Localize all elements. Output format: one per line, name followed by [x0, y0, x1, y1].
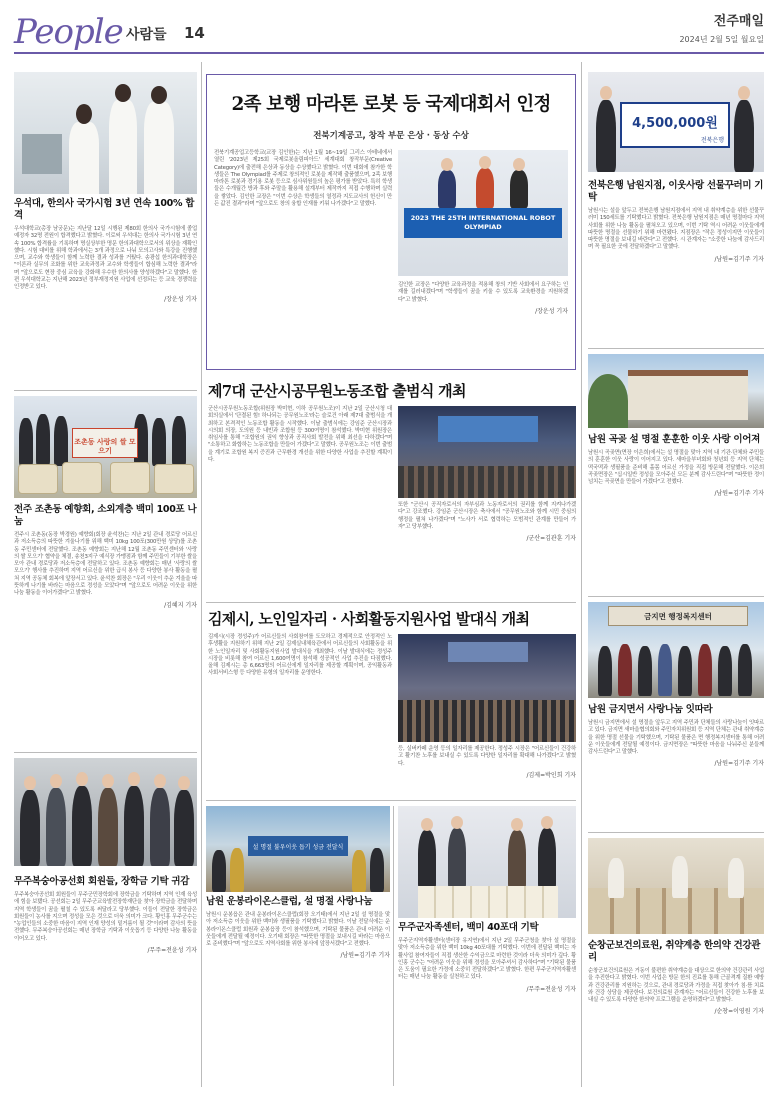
story-headline: 순창군보건의료원, 취약계층 한의약 건강관리: [588, 940, 761, 963]
story-headline: 전주 조촌동 예향회, 소외계층 백미 100포 나눔: [14, 504, 197, 527]
story-headline: 남원 운봉라이온스클럽, 설 명절 사랑나눔: [206, 896, 373, 907]
story-byline: /무주=전윤성 기자: [147, 947, 197, 955]
photo-banner-text: 설 명절 불우이웃 돕기 성금 전달식: [252, 844, 344, 851]
photo-gokjeong-office: [588, 354, 764, 428]
photo-sunchang-clinic: [588, 838, 764, 934]
divider: [14, 752, 197, 753]
photo-gimje-ceremony: [398, 634, 576, 742]
photo-muju-rice: [398, 806, 576, 918]
story-byline: /장운성 기자: [164, 295, 197, 303]
story-body: 전북기계공업고등학교(교장 김인한)는 지난 1월 16~19일 그리스 아테네에서 열린 '2023년 제25회 국제로봇올림피아드' 세계대회 창작부문(Creative Category)에 출전해 은상과 동상을 수상했다고 밝혔다. 이번 대회에 참가한 학생들은 The Olympiad를 주제로 창의적인 로봇을 제작해 출품했으며, 2족 보행 마라톤 로봇과 경기용 로봇 등으로 심사위원들의 높은 평가를 받았다. 특히 학생들은 수개월간 방과 후와 주말을 활용해 설계부터 제작까지 직접 수행하며 실력을 쌓았다. 김인한 교장은 "이번 수상은 학생들의 열정과 지도교사의 헌신이 만든 값진 결과"라며 "앞으로도 창의 융합 인재를 키워 나가겠다"고 말했다.: [214, 150, 392, 208]
story-byline: /김제=박인희 기자: [526, 771, 576, 779]
column-divider: [581, 62, 582, 1087]
story-headline: 남원 곡곶 설 명절 훈훈한 이웃 사랑 이어져: [588, 434, 760, 445]
story-headline: 전북은행 남원지점, 이웃사랑 선물꾸러미 기탁: [588, 180, 764, 203]
photo-union-ceremony: [398, 406, 576, 498]
divider: [588, 348, 764, 349]
column-divider: [393, 806, 394, 1086]
story-body: 또한 "군산시 공직자로서의 자부심과 노동자로서의 권리를 함께 지켜나가겠다"고 강조했다. 강임준 군산시장은 축사에서 "공무원노조와 함께 시민 중심의 행정을 펼쳐 나가겠다"며 "노사가 서로 협력하는 모범적인 관계를 만들어 가자"고 당부했다.: [398, 502, 576, 530]
story-body: 무주복숭아공선회 회원들이 무주군민장학회에 장학금을 기탁하며 지역 인재 육성에 힘을 보탰다. 공선회는 2일 무주군교육발전장학재단을 찾아 장학금을 전달하며 지역 학생들이 꿈을 펼칠 수 있도록 써달라고 당부했다. 이들이 전달한 장학금은 회원들이 농사를 지으며 정성을 모은 것으로 더욱 의미가 크다. 황인홍 무주군수는 "농업인들의 소중한 마음이 지역 인재 양성의 밑거름이 될 것"이라며 감사의 뜻을 전했다. 무주복숭아공선회는 매년 장학금 기탁과 이웃돕기 등 다양한 나눔 활동을 이어오고 있다.: [14, 892, 197, 942]
feature-subhead: 전북기계공고, 창작 부문 은상 · 동상 수상: [313, 131, 469, 141]
story-body: 남원시 곡곶면(면장 이은희)에서는 설 명절을 맞아 지역 내 기관·단체와 주민들의 훈훈한 이웃 사랑이 이어지고 있다. 새마을부녀회와 청년회 등 지역 단체는 떡국떡과 생필품을 준비해 홀몸 어르신 가정을 직접 방문해 전달했다. 이은희 곡곶면장은 "십시일반 정성을 모아주신 모든 분께 감사드린다"며 "따뜻한 정이 넘치는 곡곶면을 만들어 가겠다"고 전했다.: [588, 450, 764, 486]
divider: [588, 596, 764, 597]
photo-lab-students: [14, 72, 197, 194]
story-body: 우석대학교(총장 남궁문)는 지난달 12일 시행된 제80회 한의사 국가시험에 졸업예정자 32명 전원이 합격했다고 밝혔다. 이로써 우석대는 한의사 국가시험 3년 연속 100% 합격률을 기록하며 명실상부한 명문 한의과대학으로서의 위상을 재확인했다. 시험 대비를 위해 학과에서는 3개 과정으로 나눠 모의고사와 특강을 진행했으며, 교수와 학생들이 함께 노력한 결과 성과를 거뒀다. 송광섭 한의과대학장은 "이론과 실무의 조화를 위한 교육과정과 교수와 학생들이 합심해 노력한 결과"라며 "앞으로도 현장 중심 교육을 강화해 우수한 한의사를 양성하겠다"고 말했다. 한편 우석대학교는 지난해 2023년 정부재정지원 사업에 선정되는 등 교육 경쟁력을 인정받고 있다.: [14, 226, 197, 291]
paper-name: 전주매일: [713, 14, 764, 29]
story-body: 등, 실버카페 운영 등의 일자리를 제공한다. 정성주 시장은 "어르신들이 건강하고 활기찬 노후를 보내실 수 있도록 다양한 일자리를 확대해 나가겠다"고 밝혔다.: [398, 746, 576, 767]
story-byline: /무주=전윤성 기자: [526, 985, 576, 993]
story-body: 군산시공무원노동조합(위원장 박미현, 이하 공무원노조)이 지난 2일 군산시청 대회의실에서 '단결된 힘! 하나되는 공무원노조'라는 슬로건 아래 제7대 출범식을 개최하고 본격적인 노동조합 활동을 시작했다. 이날 출범식에는 강임준 군산시장과 시의회 의장, 도의원 등 내빈과 조합원 등 300여명이 참석했다. 박미현 위원장은 취임사를 통해 "조합원의 권익 향상과 공직사회 발전을 위해 최선을 다하겠다"며 "소통하고 화합하는 노동조합을 만들어 가겠다"고 말했다. 공무원노조는 이번 출범을 계기로 조합원 복지 증진과 근무환경 개선을 위한 다양한 사업을 추진할 계획이다.: [208, 406, 392, 464]
photo-geumji-office: [588, 602, 764, 698]
story-headline: 제7대 군산시공무원노동조합 출범식 개최: [208, 382, 466, 400]
section-brand: People: [14, 12, 123, 52]
story-byline: /순창=이영원 기자: [714, 1008, 764, 1016]
story-headline: 우석대, 한의사 국가시험 3년 연속 100% 합격: [14, 198, 195, 221]
story-body: 무주군지역자활센터(센터장 유지연)에서 지난 2일 무주군청을 찾아 설 명절을 맞아 저소득층을 위한 백미 10kg 40포대를 기탁했다. 이번에 전달된 백미는 자활사업 참여자들이 직접 생산한 수익금으로 마련한 것이라 더욱 의미가 깊다. 황인홍 군수는 "어려운 이웃을 위해 정성을 모아주셔서 감사하다"며 "기탁된 물품은 도움이 필요한 가정에 소중히 전달하겠다"고 밝혔다. 한편 무주군지역자활센터는 매년 나눔 활동을 실천하고 있다.: [398, 938, 576, 981]
column-divider: [201, 62, 202, 1087]
story-headline: 무주복숭아공선회 회원들, 장학금 기탁 귀감: [14, 876, 190, 887]
story-headline: 무주군자족센터, 백미 40포대 기탁: [398, 922, 539, 933]
story-byline: /남원=김기주 기자: [714, 760, 764, 768]
page-number: 14: [184, 24, 205, 42]
section-name: 사람들: [126, 27, 167, 43]
story-body: 남원시 금지면에서 설 명절을 앞두고 지역 주민과 단체들의 사랑나눔이 잇따르고 있다. 금지면 새마을협의회와 주민자치위원회 등 지역 단체는 관내 취약계층을 위한 명절 선물을 기탁했으며, 기탁된 물품은 면 행정복지센터를 통해 어려운 이웃들에게 전달될 예정이다. 금지면장은 "따뜻한 마음을 나눠주신 분들께 감사드린다"고 말했다.: [588, 720, 764, 756]
story-headline: 김제시, 노인일자리 · 사회활동지원사업 발대식 개최: [208, 610, 530, 628]
story-byline: /김혜지 기자: [164, 601, 197, 609]
photo-rice-donation: [14, 396, 197, 498]
story-body: 김인한 교장은 "다양한 교육과정을 적용해 창의 기반 사회에서 요구하는 인재를 길러내겠다"며 "학생들이 꿈을 키울 수 있도록 교육환경을 지원하겠다"고 밝혔다.: [398, 282, 568, 303]
photo-banner-text: 조촌동 사랑의 쌀 모으기: [74, 438, 136, 455]
story-body: 남원시는 설을 앞두고 전북은행 남원지점에서 지역 내 취약계층을 위한 선물꾸러미 150세트를 기탁했다고 밝혔다. 전북은행 남원지점은 매년 명절마다 지역사회를 위한 나눔 활동을 펼쳐오고 있으며, 이번 기탁 역시 어려운 이웃들에게 따뜻한 명절을 선물하기 위해 마련됐다. 지점장은 "작은 정성이지만 이웃들이 따뜻한 명절을 보내길 바란다"고 전했다. 시 관계자는 "소중한 나눔에 감사드리며 꼭 필요한 곳에 전달하겠다"고 말했다.: [588, 208, 764, 251]
story-body: 김제시(시장 정성주)가 어르신들의 사회참여를 도모하고 경제적으로 안정적인 노후생활을 지원하기 위해 지난 2일 김제실내체육관에서 어르신들의 사회활동을 위한 노인일자리 및 사회활동지원사업 발대식을 개최했다. 이날 발대식에는 정성주 시장을 비롯해 참여 어르신 1,600여명이 참석해 성공적인 사업 추진을 다짐했다. 올해 김제시는 총 6,663명의 어르신에게 일자리를 제공할 계획이며, 공익활동과 사회서비스형 등 다양한 유형의 일자리를 운영한다.: [208, 634, 392, 677]
story-byline: /장운성 기자: [535, 307, 568, 315]
story-byline: /군산=김관훈 기자: [526, 535, 576, 543]
photo-banner-text: 금지면 행정복지센터: [644, 612, 712, 621]
photo-unbong-lions: [206, 806, 390, 892]
story-byline: /남원=김기주 기자: [340, 952, 390, 960]
story-body: 전주시 조촌동(동장 박경원) 예향회(회장 윤석찬)는 지난 2일 관내 경로당 어르신과 저소득층의 따뜻한 겨울나기를 위해 백미 10kg 100포(300만원 상당)를 조촌동 주민센터에 전달했다. 조촌동 예향회는 지난해 12월 조촌동 주민센터와 '사랑의 쌀 모으기' 협약을 체결, 송천3지구 예식장 가맹점과 함께 주민들이 기부한 쌀을 모아 관내 경로당과 저소득층에 전달하고 있다. 조촌동 예향회는 매년 '사랑의 쌀 모으기' 행사를 추진하며 지역 어르신을 위한 급식 봉사 등 다양한 봉사 활동을 펼쳐 지역 공동체 회복에 앞장서고 있다. 윤석찬 회장은 "우리 이웃이 추운 겨울을 따뜻하게 나기를 바라는 마음으로 정성을 모았다"며 "앞으로도 어려운 이웃을 위한 나눔 활동을 이어가겠다"고 밝혔다.: [14, 532, 197, 597]
story-byline: /남원=김기주 기자: [714, 255, 764, 263]
photo-robot-olympiad: [398, 150, 568, 276]
story-headline: 남원 금지면서 사랑나눔 잇따라: [588, 704, 713, 715]
masthead: [14, 10, 764, 50]
story-body: 남원시 운봉읍은 관내 운봉라이온스클럽(회장 오기태)에서 지난 2일 설 명절을 맞아 저소득층 이웃을 위한 백미와 생필품을 기탁했다고 밝혔다. 이날 전달식에는 운봉라이온스클럽 회원과 운봉읍장 등이 참석했으며, 기탁된 물품은 관내 어려운 이웃들에게 전달될 예정이다. 오기태 회장은 "따뜻한 명절을 보내시길 바라는 마음으로 준비했다"며 "앞으로도 지역사회를 위한 봉사에 앞장서겠다"고 전했다.: [206, 912, 390, 948]
story-byline: /남원=김기주 기자: [714, 490, 764, 498]
header-rule: [14, 52, 764, 54]
check-amount: 4,500,000원: [632, 116, 718, 131]
photo-banner-text: 2023 THE 25TH INTERNATIONAL ROBOT OLYMPIAD: [410, 214, 556, 231]
photo-jeonbuk-bank: [588, 72, 764, 172]
feature-headline: 2족 보행 마라톤 로봇 등 국제대회서 인정: [231, 94, 551, 115]
story-body: 순창군보건의료원은 거동이 불편한 취약계층을 대상으로 한의약 건강관리 사업을 추진한다고 밝혔다. 이번 사업은 방문 한의 진료를 통해 근골격계 질환 예방과 건강관리를 지원하는 것으로, 관내 경로당과 가정을 직접 찾아가 침·뜸 치료와 건강 상담을 제공한다. 보건의료원 관계자는 "어르신들이 건강한 노후를 보내실 수 있도록 다양한 한의약 프로그램을 운영하겠다"고 밝혔다.: [588, 968, 764, 1004]
photo-scholarship-group: [14, 758, 197, 866]
divider: [206, 602, 576, 603]
divider: [206, 800, 576, 801]
check-bank: 전북은행: [700, 137, 724, 144]
divider: [588, 832, 764, 833]
issue-date: 2024년 2월 5일 월요일: [679, 35, 764, 44]
divider: [14, 390, 197, 391]
